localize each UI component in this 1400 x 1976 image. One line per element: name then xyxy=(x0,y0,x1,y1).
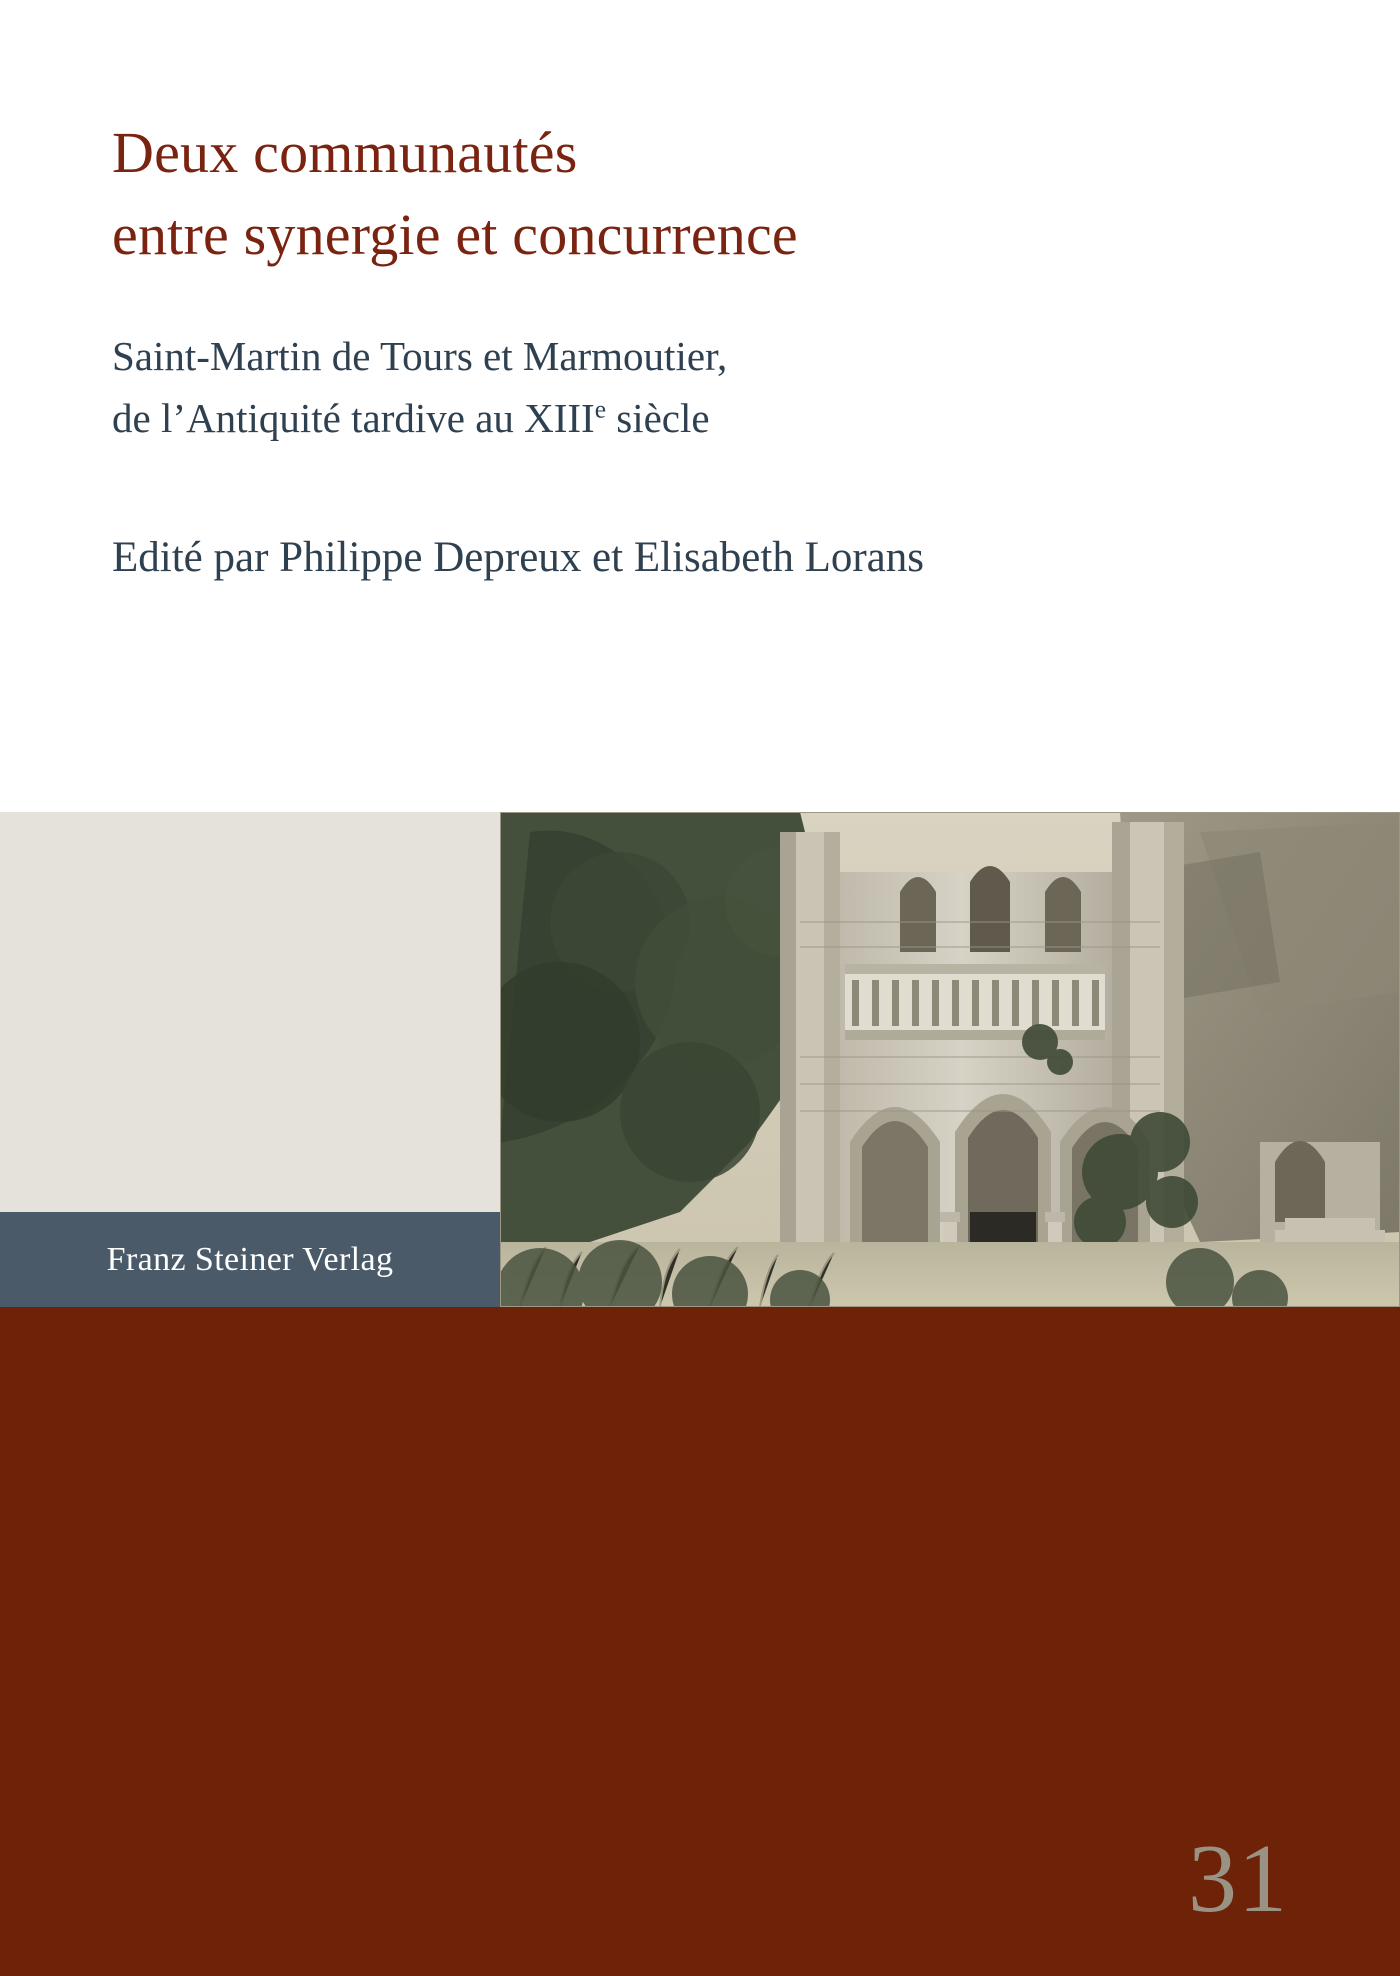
book-title-line-2: entre synergie et concurrence xyxy=(112,202,798,268)
book-subtitle xyxy=(112,325,1262,450)
book-editors: Edité par Philippe Depreux et Elisabeth Lorans xyxy=(112,534,924,581)
book-subtitle-line-2 xyxy=(112,387,1262,449)
book-subtitle-line-1: Saint-Martin de Tours et Marmoutier, xyxy=(112,333,728,379)
cover-photograph xyxy=(500,812,1400,1307)
bottom-color-block xyxy=(0,1307,1400,1976)
publisher-name: Franz Steiner Verlag xyxy=(106,1240,394,1278)
title-area xyxy=(0,0,1400,810)
volume-number: 31 xyxy=(1188,1825,1288,1933)
series-panel xyxy=(0,812,500,1212)
subtitle-century-post: siècle xyxy=(606,395,710,442)
book-title xyxy=(112,112,1242,277)
publisher-bar xyxy=(0,1212,500,1307)
abbey-ruins-illustration xyxy=(500,812,1400,1307)
subtitle-century-superscript: e xyxy=(594,395,606,424)
book-title-line-1: Deux communautés xyxy=(112,120,578,185)
subtitle-century-pre: de l’Antiquité tardive au XIII xyxy=(112,395,595,442)
